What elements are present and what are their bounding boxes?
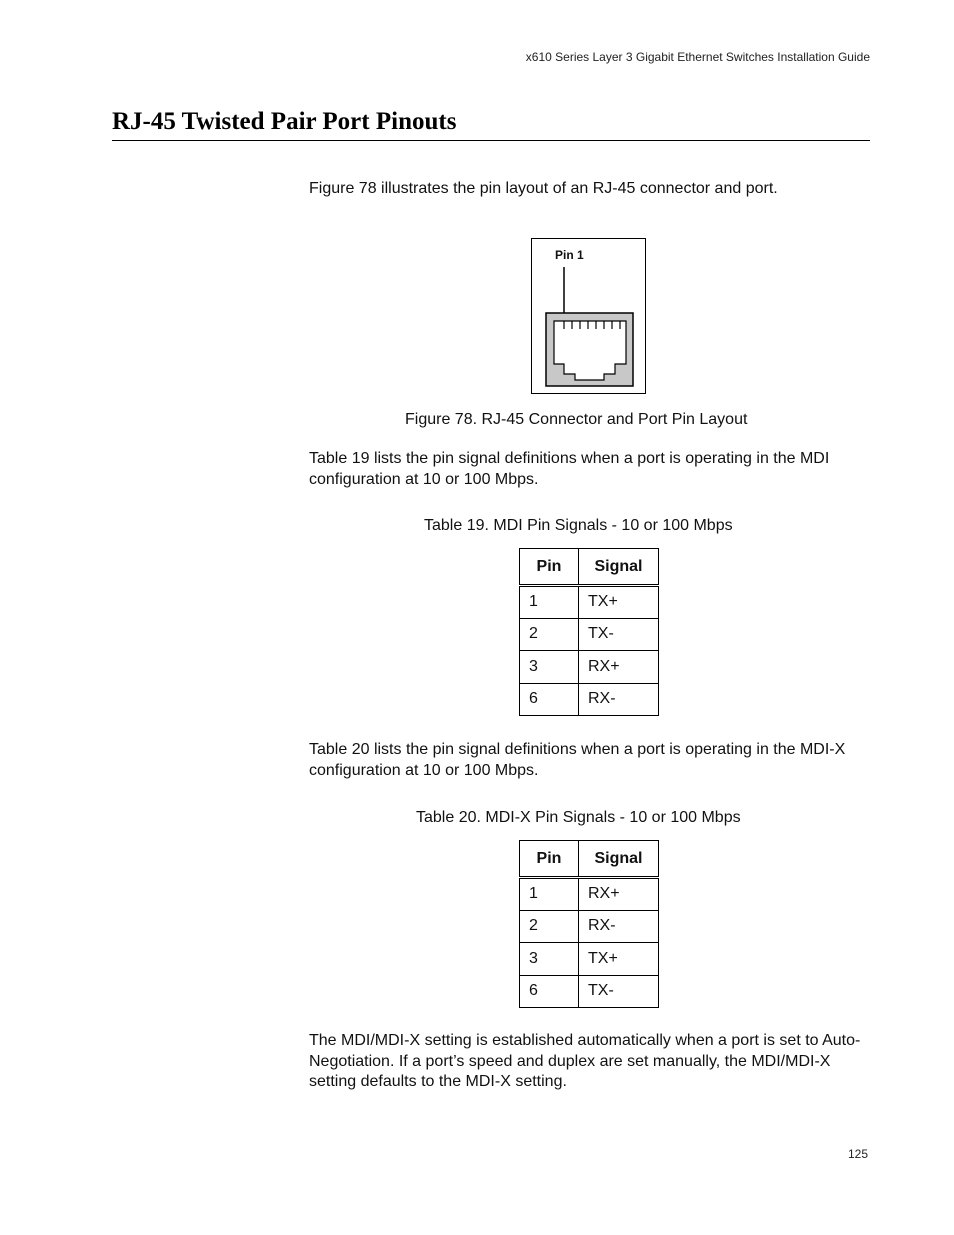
table-19-caption: Table 19. MDI Pin Signals - 10 or 100 Mbps: [424, 517, 733, 534]
signal-cell: TX+: [579, 586, 659, 619]
pin-cell: 3: [520, 943, 579, 976]
section-title: RJ-45 Twisted Pair Port Pinouts: [112, 108, 457, 135]
pin-cell: 2: [520, 910, 579, 943]
page-number: 125: [847, 1147, 868, 1161]
table-row: [520, 878, 659, 911]
table-row: [520, 683, 659, 716]
pin-cell: 6: [520, 683, 579, 716]
signal-column-header: Signal: [579, 841, 659, 878]
table-header-row: [520, 549, 659, 586]
mdi-paragraph: Table 19 lists the pin signal definitions when a port is operating in the MDI configuration at 10 or 100 Mbps.: [309, 450, 830, 488]
intro-paragraph: Figure 78 illustrates the pin layout of an RJ-45 connector and port.: [309, 180, 778, 197]
signal-cell: RX-: [579, 910, 659, 943]
rj45-port-diagram: [532, 239, 647, 395]
signal-cell: RX-: [579, 683, 659, 716]
pin-column-header: Pin: [520, 841, 579, 878]
signal-column-header: Signal: [579, 549, 659, 586]
table-row: [520, 975, 659, 1008]
table-row: [520, 618, 659, 651]
pin-1-label: Pin 1: [555, 248, 584, 262]
rj45-figure: [531, 238, 646, 394]
pin-column-header: Pin: [520, 549, 579, 586]
signal-cell: RX+: [579, 651, 659, 684]
signal-cell: TX+: [579, 943, 659, 976]
signal-cell: TX-: [579, 975, 659, 1008]
signal-cell: RX+: [579, 878, 659, 911]
mdi-pin-table: [519, 548, 659, 716]
table-row: [520, 586, 659, 619]
table-20-caption: Table 20. MDI-X Pin Signals - 10 or 100 Mbps: [416, 809, 741, 826]
table-row: [520, 943, 659, 976]
running-header: x610 Series Layer 3 Gigabit Ethernet Switches Installation Guide: [525, 50, 870, 64]
closing-paragraph: The MDI/MDI-X setting is established automatically when a port is set to Auto-Negotiation. If a port’s speed and duplex are set manually, the MDI/MDI-X setting defaults to the MDI-X setting.: [309, 1032, 861, 1090]
table-header-row: [520, 841, 659, 878]
figure-caption: Figure 78. RJ-45 Connector and Port Pin Layout: [405, 411, 748, 428]
mdix-paragraph: Table 20 lists the pin signal definitions when a port is operating in the MDI-X configuration at 10 or 100 Mbps.: [309, 741, 846, 779]
pin-cell: 6: [520, 975, 579, 1008]
pin-cell: 3: [520, 651, 579, 684]
pin-cell: 1: [520, 586, 579, 619]
signal-cell: TX-: [579, 618, 659, 651]
table-row: [520, 910, 659, 943]
pin-cell: 2: [520, 618, 579, 651]
port-opening: [554, 321, 626, 380]
pin-cell: 1: [520, 878, 579, 911]
table-row: [520, 651, 659, 684]
mdix-pin-table: [519, 840, 659, 1008]
title-rule: [112, 140, 870, 141]
